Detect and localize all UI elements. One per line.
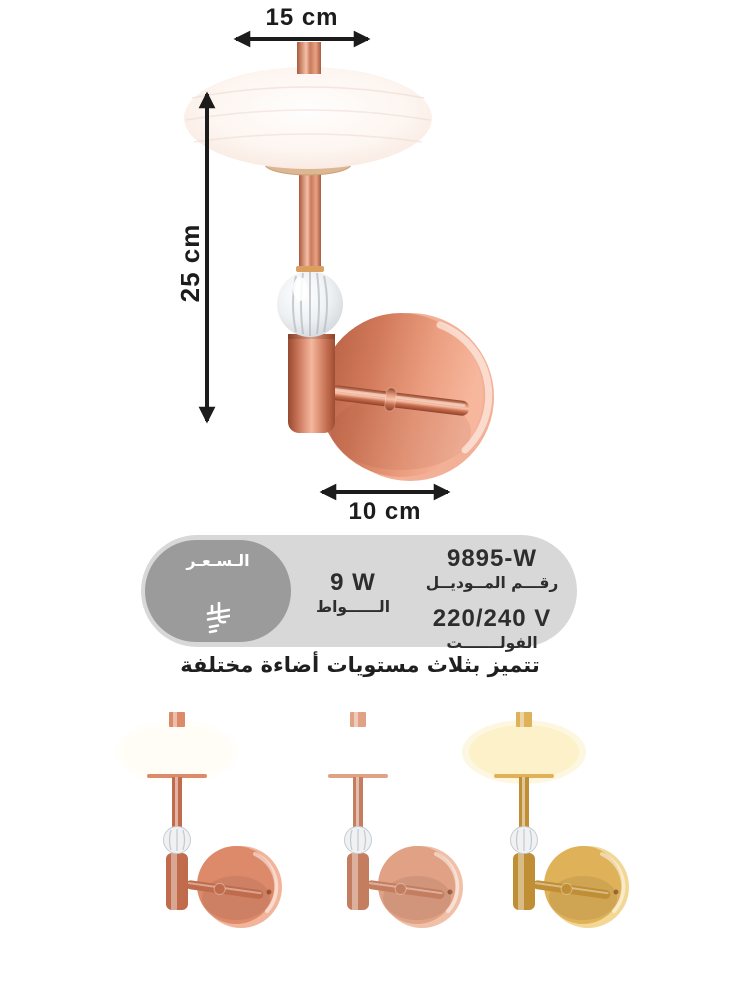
shade-width-label: 15 cm: [265, 4, 339, 31]
top-stub: [297, 42, 321, 74]
model-spec: [417, 545, 567, 592]
brass-collar: [296, 266, 324, 272]
wattage-value: 9 W: [330, 569, 376, 596]
variant-light-off: [278, 706, 463, 946]
variant-image: [278, 706, 463, 946]
variant-image: [97, 706, 282, 946]
base-width-label: 10 cm: [348, 498, 422, 525]
voltage-value: 220/240 V: [432, 605, 552, 632]
socket-cylinder: [288, 334, 335, 433]
voltage-label: الفولـــــــت: [446, 634, 538, 652]
model-value: 9895-W: [446, 545, 538, 572]
spec-panel: [141, 535, 577, 652]
wattage-spec: [293, 569, 413, 616]
voltage-spec: [417, 605, 567, 652]
price-pill: [145, 540, 291, 642]
variant-warm-gold-light: [444, 706, 629, 946]
crystal-ball: [277, 271, 343, 337]
wattage-label: الــــــواط: [315, 598, 391, 616]
feature-caption: تتميز بثلاث مستويات أضاءة مختلفة: [180, 653, 540, 677]
height-label: 25 cm: [175, 223, 205, 303]
model-label: رقـــم المــوديــل: [425, 574, 559, 592]
variant-image: [444, 706, 629, 946]
saudi-riyal-icon: [206, 602, 230, 634]
price-label: الـسـعـر: [186, 551, 250, 570]
lamp-shade: [184, 67, 432, 175]
variant-cool-white-light: [97, 706, 282, 946]
